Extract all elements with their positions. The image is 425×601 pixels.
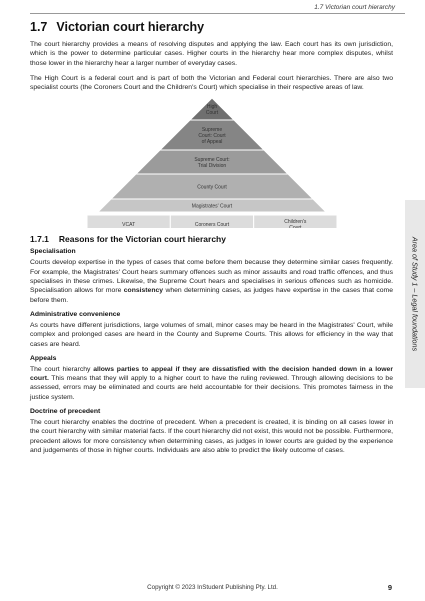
appeals-text-b: This means that they will apply to a higher court to have the ruling reviewed. Through allowing decisions to be assessed, errors may be eliminated and courts are held accountable for their decisions. This promotes fairness in the justice system. (30, 375, 393, 401)
court-pyramid (82, 98, 342, 228)
subsection-heading (30, 234, 393, 244)
page-content (30, 20, 393, 461)
subsection-title: Reasons for the Victorian court hierarchy (58, 234, 226, 245)
section-heading (30, 20, 393, 34)
precedent-paragraph: The court hierarchy enables the doctrine of precedent. When a precedent is created, it is binding on all cases lower in the court hierarchy with similar material facts. If the court hierarchy did not exist, this would not be possible. Furthermore, precedent allows for more consistency when determining cases, as judges in lower courts are guided by the experience and judgements of those in higher courts. Individuals are also able to predict the likely outcome of cases. (30, 419, 393, 454)
high-court-paragraph: The High Court is a federal court and is part of both the Victorian and Federal court hierarchies. There are also two specialist courts (the Coroners Court and the Children's Court) which specialise in their respective areas of law. (30, 74, 393, 92)
specialisation-heading: Specialisation (30, 248, 76, 256)
footer-copyright: Copyright © 2023 InStudent Publishing Pty. Ltd. (147, 584, 278, 591)
intro-paragraph: The court hierarchy provides a means of resolving disputes and applying the law. Each court has its own jurisdiction, which is the power to determine particular cases. Higher courts in the hierarchy hear more complex disputes, whilst those lower in the hierarchy hear a larger number of everyday cases. (30, 41, 393, 67)
pyramid-level-label-1: High Court (205, 104, 218, 117)
running-header: 1.7 Victorian court hierarchy (314, 4, 395, 11)
precedent-heading: Doctrine of precedent (30, 408, 101, 416)
administrative-heading: Administrative convenience (30, 310, 121, 318)
pyramid-base-label-3: Children's Court (283, 219, 306, 229)
subsection-number: 1.7.1 (30, 234, 49, 245)
side-tab (405, 200, 425, 388)
appeals-heading: Appeals (30, 354, 57, 362)
appeals-text-a: The court hierarchy (30, 365, 94, 373)
header-rule (30, 13, 405, 14)
pyramid-level-label-5: Magistrates' Court (191, 203, 232, 210)
appeals-paragraph (30, 365, 393, 402)
pyramid-level-label-2: Supreme Court: Court of Appeal (197, 127, 226, 146)
specialisation-text-a: Courts develop expertise in the types of cases that come before them because they determine similar cases frequently. For example, the Magistrates' Court hears summary offences such as minor assaults and road traffic offences, and thus specialises in these crimes. Likewise, the Supreme Court hears and specialises in serious offences such as homicide. Specialisation allows for more (30, 259, 393, 295)
pyramid-base-label-2: Coroners Court (194, 222, 229, 229)
specialisation-paragraph (30, 258, 393, 304)
appeals-bold: allows parties to appeal if they are dissatisfied with the decision handed down in a lower court. (30, 365, 393, 383)
specialisation-bold: consistency (123, 287, 164, 295)
pyramid-level-label-3: Supreme Court: Trial Division (193, 157, 230, 170)
administrative-paragraph: As courts have different jurisdictions, large volumes of small, minor cases may be heard in the Magistrates' Court, while complex and prolonged cases are heard in the County and Supreme Courts. This allows for efficiency in the way that cases are heard. (30, 321, 393, 348)
pyramid-level-label-4: County Court (196, 184, 227, 191)
court-hierarchy-diagram (30, 98, 393, 228)
specialisation-text-b: when determining cases, as judges have expertise in the cases that come before them. (30, 287, 393, 304)
section-number: 1.7 (30, 20, 48, 34)
section-title: Victorian court hierarchy (56, 20, 205, 34)
pyramid-base-label-1: VCAT (121, 222, 135, 229)
side-tab-label: Area of Study 1 – Legal foundations (410, 236, 420, 352)
page-number: 9 (387, 583, 392, 592)
